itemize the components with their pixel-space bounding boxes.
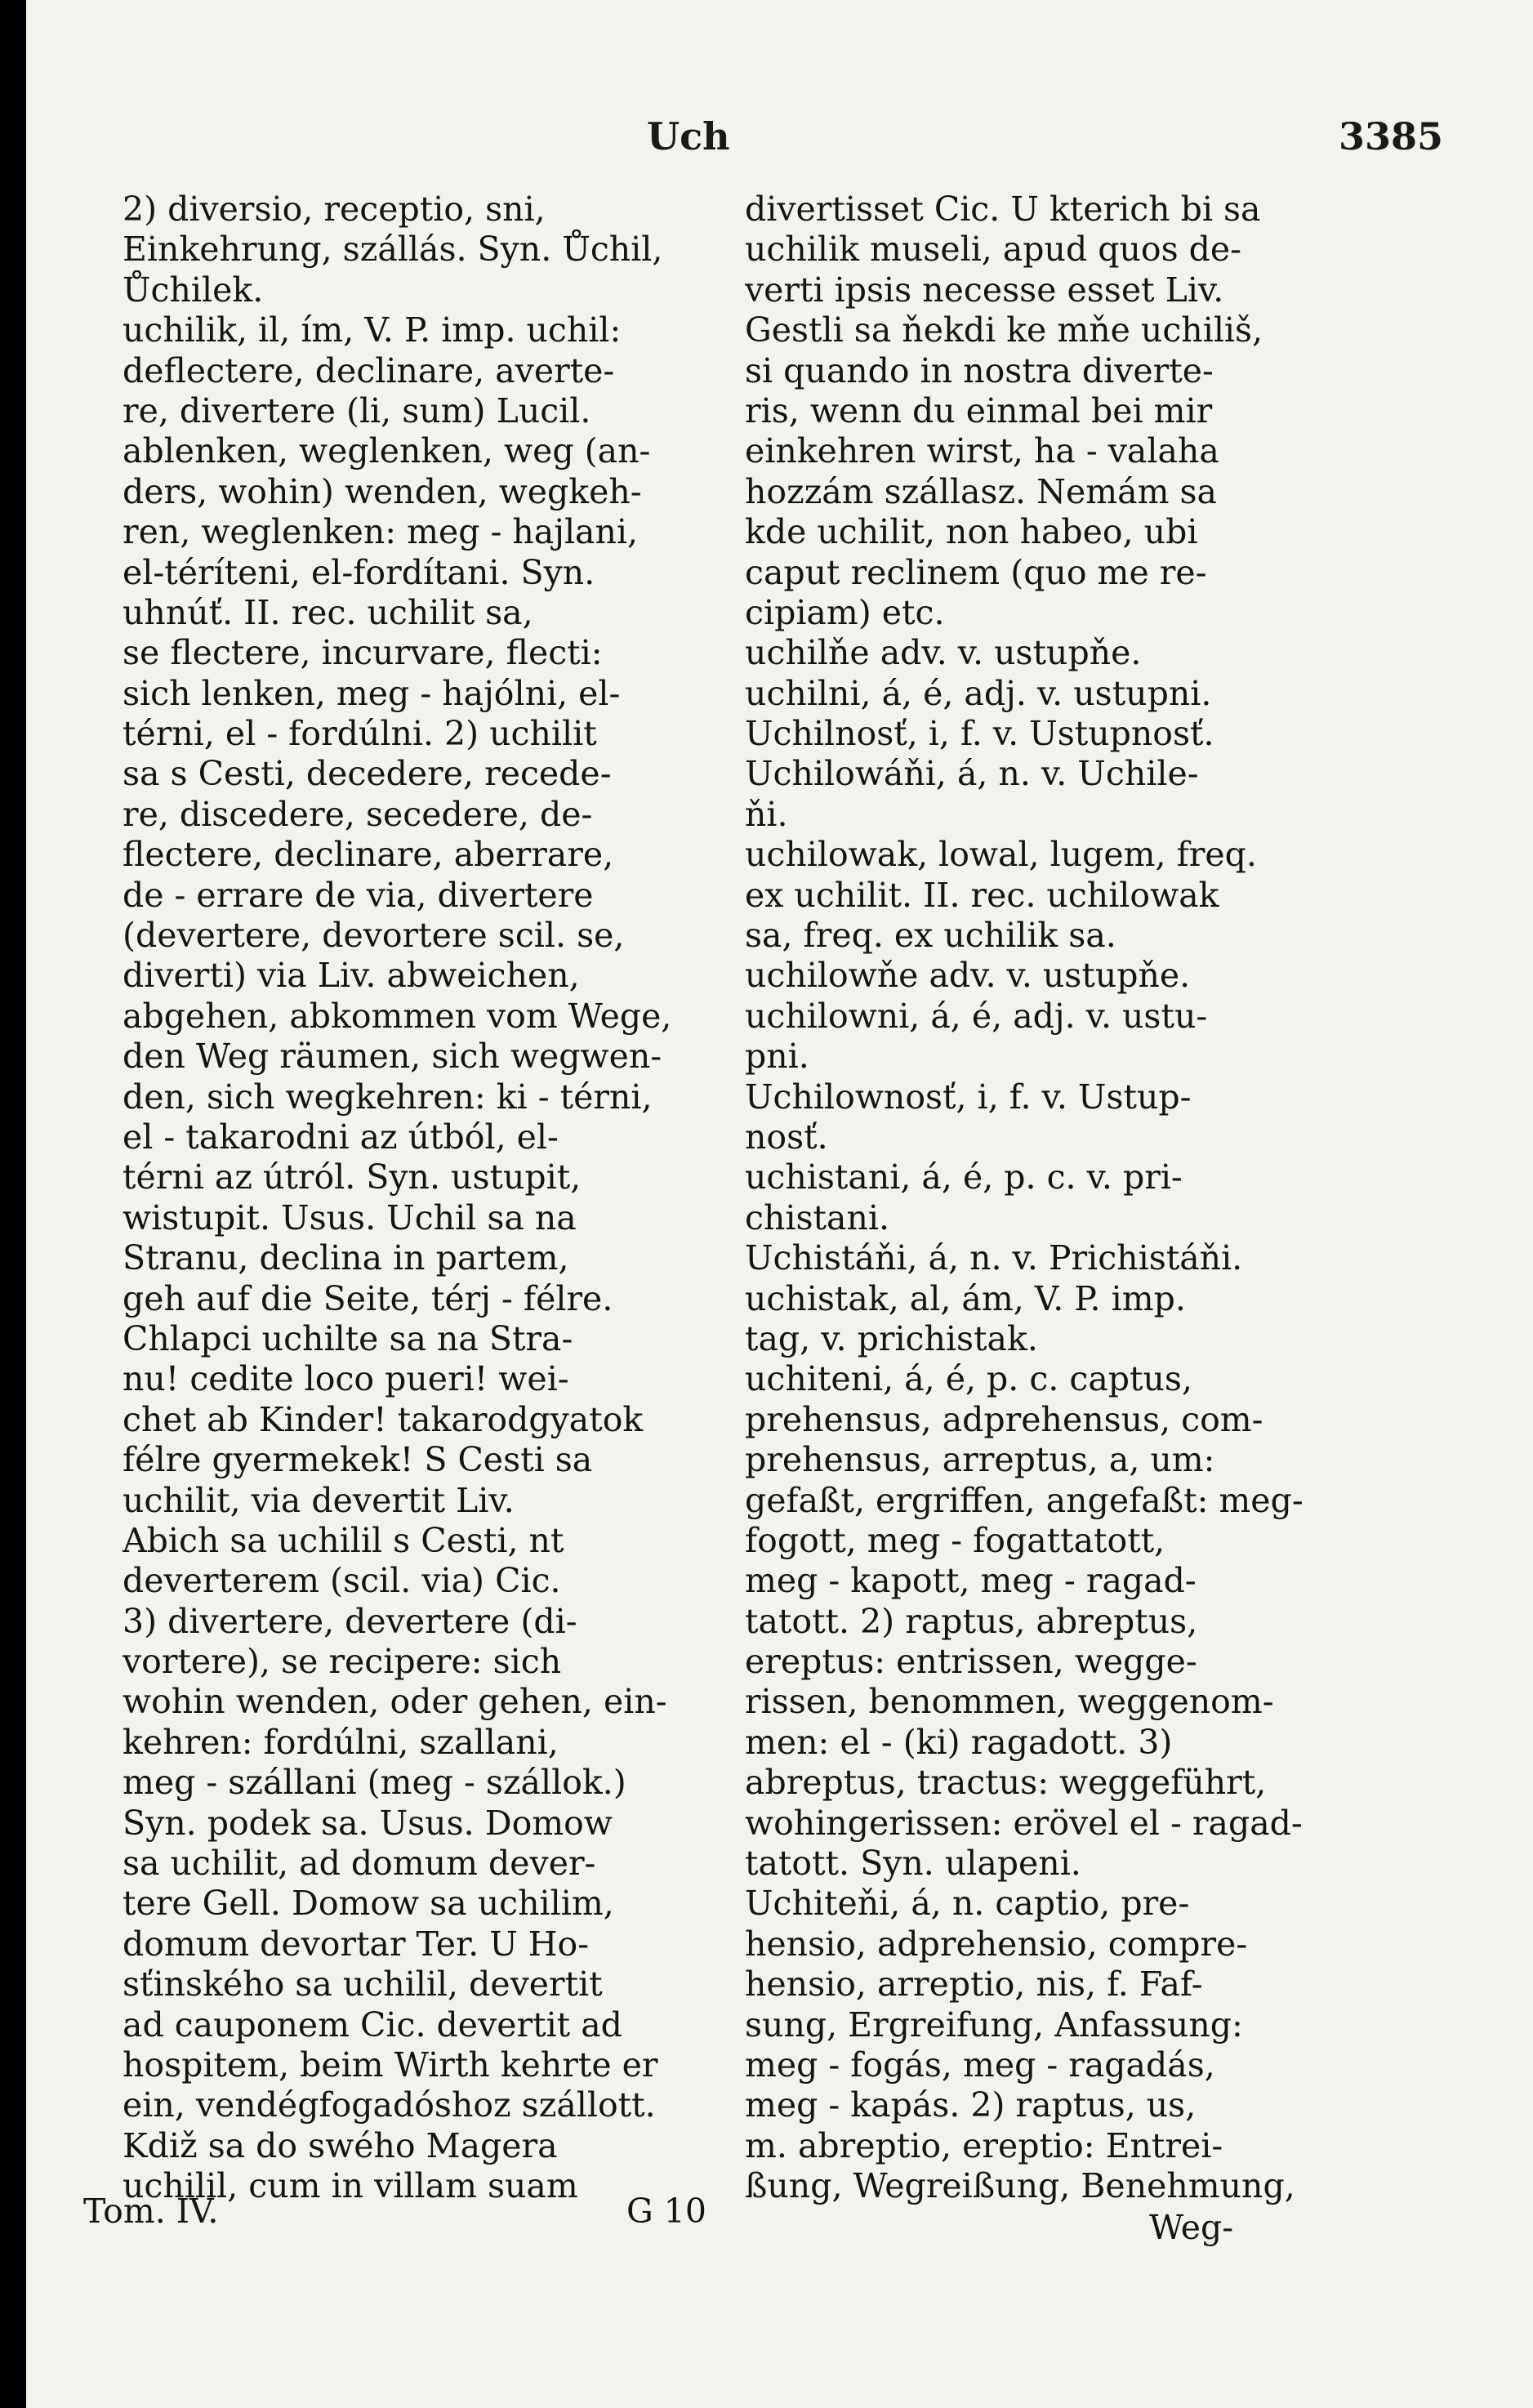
page-number: 3385: [1338, 114, 1443, 158]
text-line: prehensus, adprehensus, com-: [745, 1399, 1263, 1439]
catchword: Weg-: [1149, 2208, 1234, 2247]
text-line: Uchiteňi, á, n. captio, pre-: [745, 1884, 1190, 1924]
text-line: flectere, declinare, aberrare,: [123, 835, 614, 875]
text-line: de - errare de via, divertere: [123, 875, 594, 915]
text-line: re, divertere (li, sum) Lucil.: [123, 390, 591, 430]
text-line: 3) divertere, devertere (di-: [123, 1601, 577, 1641]
text-line: uchilowak, lowal, lugem, freq.: [745, 835, 1257, 875]
text-line: sich lenken, meg - hajólni, el-: [123, 673, 621, 713]
left-column: [123, 190, 711, 2207]
text-line: gefaßt, ergriffen, angefaßt: meg-: [745, 1480, 1303, 1520]
text-line: einkehren wirst, ha - valaha: [745, 431, 1219, 471]
text-line: cipiam) etc.: [745, 592, 945, 632]
text-line: nosť.: [745, 1117, 828, 1157]
text-line: Ůchilek.: [123, 270, 264, 310]
text-line: meg - kapás. 2) raptus, us,: [745, 2085, 1197, 2125]
text-line: Einkehrung, szállás. Syn. Ůchil,: [123, 230, 663, 270]
text-line: ňi.: [745, 794, 788, 834]
text-line: den, sich wegkehren: ki - térni,: [123, 1077, 653, 1117]
text-line: Uchistáňi, á, n. v. Prichistáňi.: [745, 1238, 1243, 1278]
text-line: el - takarodni az útból, el-: [123, 1117, 559, 1157]
text-line: se flectere, incurvare, flecti:: [123, 633, 603, 673]
text-line: térni az útról. Syn. ustupit,: [123, 1157, 582, 1197]
text-line: sa uchilit, ad domum dever-: [123, 1844, 596, 1884]
text-line: Uchilnosť, i, f. v. Ustupnosť.: [745, 714, 1214, 754]
text-line: uhnúť. II. rec. uchilit sa,: [123, 592, 533, 632]
text-line: vortere), se recipere: sich: [123, 1642, 562, 1682]
text-line: si quando in nostra diverte-: [745, 350, 1214, 390]
text-line: Gestli sa ňekdi ke mňe uchiliš,: [745, 310, 1263, 350]
text-line: m. abreptio, ereptio: Entrei-: [745, 2125, 1223, 2165]
text-line: divertisset Cic. U kterich bi sa: [745, 190, 1261, 229]
text-line: Kdiž sa do swého Magera: [123, 2125, 558, 2165]
text-line: abgehen, abkommen vom Wege,: [123, 996, 672, 1036]
text-line: uchilit, via devertit Liv.: [123, 1480, 515, 1520]
text-line: sa s Cesti, decedere, recede-: [123, 754, 612, 794]
volume-label: Tom. IV.: [83, 2192, 219, 2231]
text-line: el-téríteni, el-fordítani. Syn.: [123, 552, 595, 592]
text-line: caput reclinem (quo me re-: [745, 552, 1207, 592]
text-line: deflectere, declinare, averte-: [123, 350, 615, 390]
signature-mark: G 10: [626, 2192, 706, 2231]
text-line: diverti) via Liv. abweichen,: [123, 956, 580, 996]
text-line: ereptus: entrissen, wegge-: [745, 1642, 1197, 1682]
text-line: pni.: [745, 1037, 809, 1077]
text-line: sa, freq. ex uchilik sa.: [745, 916, 1116, 956]
text-line: uchilik museli, apud quos de-: [745, 230, 1242, 270]
text-line: uchistak, al, ám, V. P. imp.: [745, 1278, 1186, 1318]
text-line: wohingerissen: erövel el - ragad-: [745, 1803, 1303, 1843]
text-line: Uchilownosť, i, f. v. Ustup-: [745, 1077, 1192, 1117]
text-line: den Weg räumen, sich wegwen-: [123, 1037, 662, 1077]
text-line: félre gyermekek! S Cesti sa: [123, 1440, 593, 1480]
text-line: wohin wenden, oder gehen, ein-: [123, 1682, 667, 1722]
text-line: ad cauponem Cic. devertit ad: [123, 2004, 622, 2045]
text-line: tag, v. prichistak.: [745, 1318, 1038, 1358]
text-line: Chlapci uchilte sa na Stra-: [123, 1318, 573, 1358]
text-line: Abich sa uchilil s Cesti, nt: [123, 1520, 564, 1560]
text-line: (devertere, devortere scil. se,: [123, 916, 625, 956]
text-line: ablenken, weglenken, weg (an-: [123, 431, 651, 471]
text-line: abreptus, tractus: weggeführt,: [745, 1763, 1267, 1803]
text-line: meg - kapott, meg - ragad-: [745, 1561, 1197, 1601]
text-line: meg - fogás, meg - ragadás,: [745, 2045, 1215, 2085]
text-line: chistani.: [745, 1197, 889, 1237]
text-line: tatott. 2) raptus, abreptus,: [745, 1601, 1198, 1641]
text-line: sťinského sa uchilil, devertit: [123, 1964, 603, 2004]
text-line: fogott, meg - fogattatott,: [745, 1520, 1165, 1560]
text-line: sung, Ergreifung, Anfassung:: [745, 2004, 1243, 2045]
text-line: nu! cedite loco pueri! wei-: [123, 1359, 569, 1399]
text-line: tatott. Syn. ulapeni.: [745, 1844, 1081, 1884]
text-line: uchistani, á, é, p. c. v. pri-: [745, 1157, 1183, 1197]
text-line: kehren: fordúlni, szallani,: [123, 1722, 559, 1762]
text-line: wistupit. Usus. Uchil sa na: [123, 1197, 577, 1237]
text-line: re, discedere, secedere, de-: [123, 794, 593, 834]
text-line: uchilni, á, é, adj. v. ustupni.: [745, 673, 1212, 713]
text-line: hospitem, beim Wirth kehrte er: [123, 2045, 658, 2085]
text-line: men: el - (ki) ragadott. 3): [745, 1722, 1173, 1762]
text-line: uchilowni, á, é, adj. v. ustu-: [745, 996, 1208, 1036]
text-line: meg - szállani (meg - szállok.): [123, 1763, 626, 1803]
text-line: Stranu, declina in partem,: [123, 1238, 569, 1278]
text-line: hozzám szállasz. Nemám sa: [745, 471, 1217, 511]
text-line: ein, vendégfogadóshoz szállott.: [123, 2085, 656, 2125]
text-line: ren, weglenken: meg - hajlani,: [123, 512, 639, 552]
text-line: hensio, adprehensio, compre-: [745, 1924, 1248, 1964]
text-line: uchilňe adv. v. ustupňe.: [745, 633, 1142, 673]
text-line: rissen, benommen, weggenom-: [745, 1682, 1274, 1722]
text-line: deverterem (scil. via) Cic.: [123, 1561, 561, 1601]
text-line: ders, wohin) wenden, wegkeh-: [123, 471, 642, 511]
page-header: [26, 114, 1533, 172]
text-line: domum devortar Ter. U Ho-: [123, 1924, 590, 1964]
text-line: verti ipsis necesse esset Liv.: [745, 270, 1224, 310]
text-line: Syn. podek sa. Usus. Domow: [123, 1803, 613, 1843]
dictionary-page: [26, 0, 1533, 2408]
text-line: uchiteni, á, é, p. c. captus,: [745, 1359, 1192, 1399]
text-line: tere Gell. Domow sa uchilim,: [123, 1884, 614, 1924]
text-line: ris, wenn du einmal bei mir: [745, 390, 1213, 430]
page-footer: [26, 2192, 1533, 2247]
right-column: [745, 190, 1349, 2207]
text-line: 2) diversio, receptio, sni,: [123, 190, 546, 229]
text-line: ßung, Wegreißung, Benehmung,: [745, 2166, 1295, 2206]
text-line: geh auf die Seite, térj - félre.: [123, 1278, 613, 1318]
text-line: Uchilowáňi, á, n. v. Uchile-: [745, 754, 1199, 794]
text-line: uchilik, il, ím, V. P. imp. uchil:: [123, 310, 622, 350]
text-line: térni, el - fordúlni. 2) uchilit: [123, 714, 597, 754]
text-line: prehensus, arreptus, a, um:: [745, 1440, 1215, 1480]
text-line: chet ab Kinder! takarodgyatok: [123, 1399, 644, 1439]
text-line: hensio, arreptio, nis, f. Faf-: [745, 1964, 1203, 2004]
text-line: kde uchilit, non habeo, ubi: [745, 512, 1198, 552]
text-line: uchilowňe adv. v. ustupňe.: [745, 956, 1191, 996]
running-headword: Uch: [647, 114, 730, 158]
text-line: uchilil, cum in villam suam: [123, 2166, 578, 2206]
text-line: ex uchilit. II. rec. uchilowak: [745, 875, 1219, 915]
